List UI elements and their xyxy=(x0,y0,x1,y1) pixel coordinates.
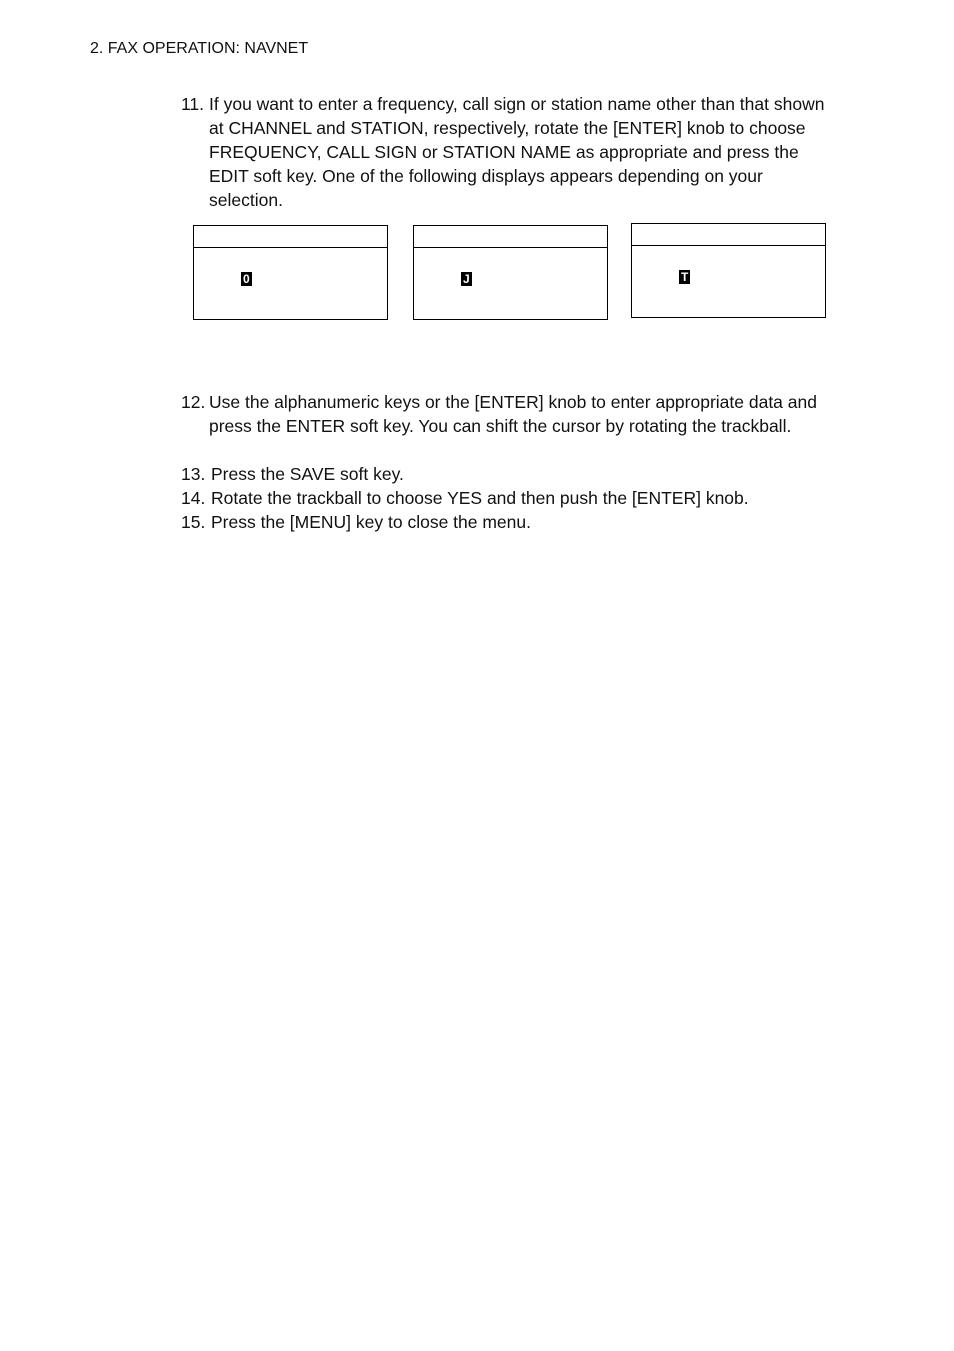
step-number: 13. xyxy=(181,464,206,484)
step-text: If you want to enter a frequency, call sign or station name other than that shown at CHANNEL and STATION, respectively, rotate the [ENTER] knob to choose FREQUENCY, CALL SIGN or STATION NAME as appropriate and press the EDIT soft key. One of the following displays appears depending on your selection. xyxy=(209,94,825,210)
step-15 xyxy=(181,510,841,534)
frequency-edit-display xyxy=(193,225,388,320)
call-sign-edit-display xyxy=(413,225,608,320)
step-number: 11. xyxy=(181,94,205,114)
step-number: 12. xyxy=(181,392,206,412)
text-cursor: 0 xyxy=(243,272,250,286)
text-cursor: J xyxy=(463,272,470,286)
step-text: Rotate the trackball to choose YES and then push the [ENTER] knob. xyxy=(211,488,749,508)
station-name-edit-display xyxy=(631,223,826,318)
step-text: Press the [MENU] key to close the menu. xyxy=(211,512,531,532)
display-title-bar xyxy=(414,226,607,248)
text-cursor: T xyxy=(681,270,689,284)
step-number: 14. xyxy=(181,488,206,508)
step-11 xyxy=(181,92,841,212)
step-text: Press the SAVE soft key. xyxy=(211,464,404,484)
step-number: 15. xyxy=(181,512,206,532)
running-header: 2. FAX OPERATION: NAVNET xyxy=(90,40,309,57)
step-text: Use the alphanumeric keys or the [ENTER] knob to enter appropriate data and press the ENTER soft key. You can shift the cursor by rotating the trackball. xyxy=(209,392,817,436)
display-title-bar xyxy=(194,226,387,248)
step-12 xyxy=(181,390,841,438)
step-14 xyxy=(181,486,841,510)
display-title-bar xyxy=(632,224,825,246)
step-13 xyxy=(181,462,841,486)
